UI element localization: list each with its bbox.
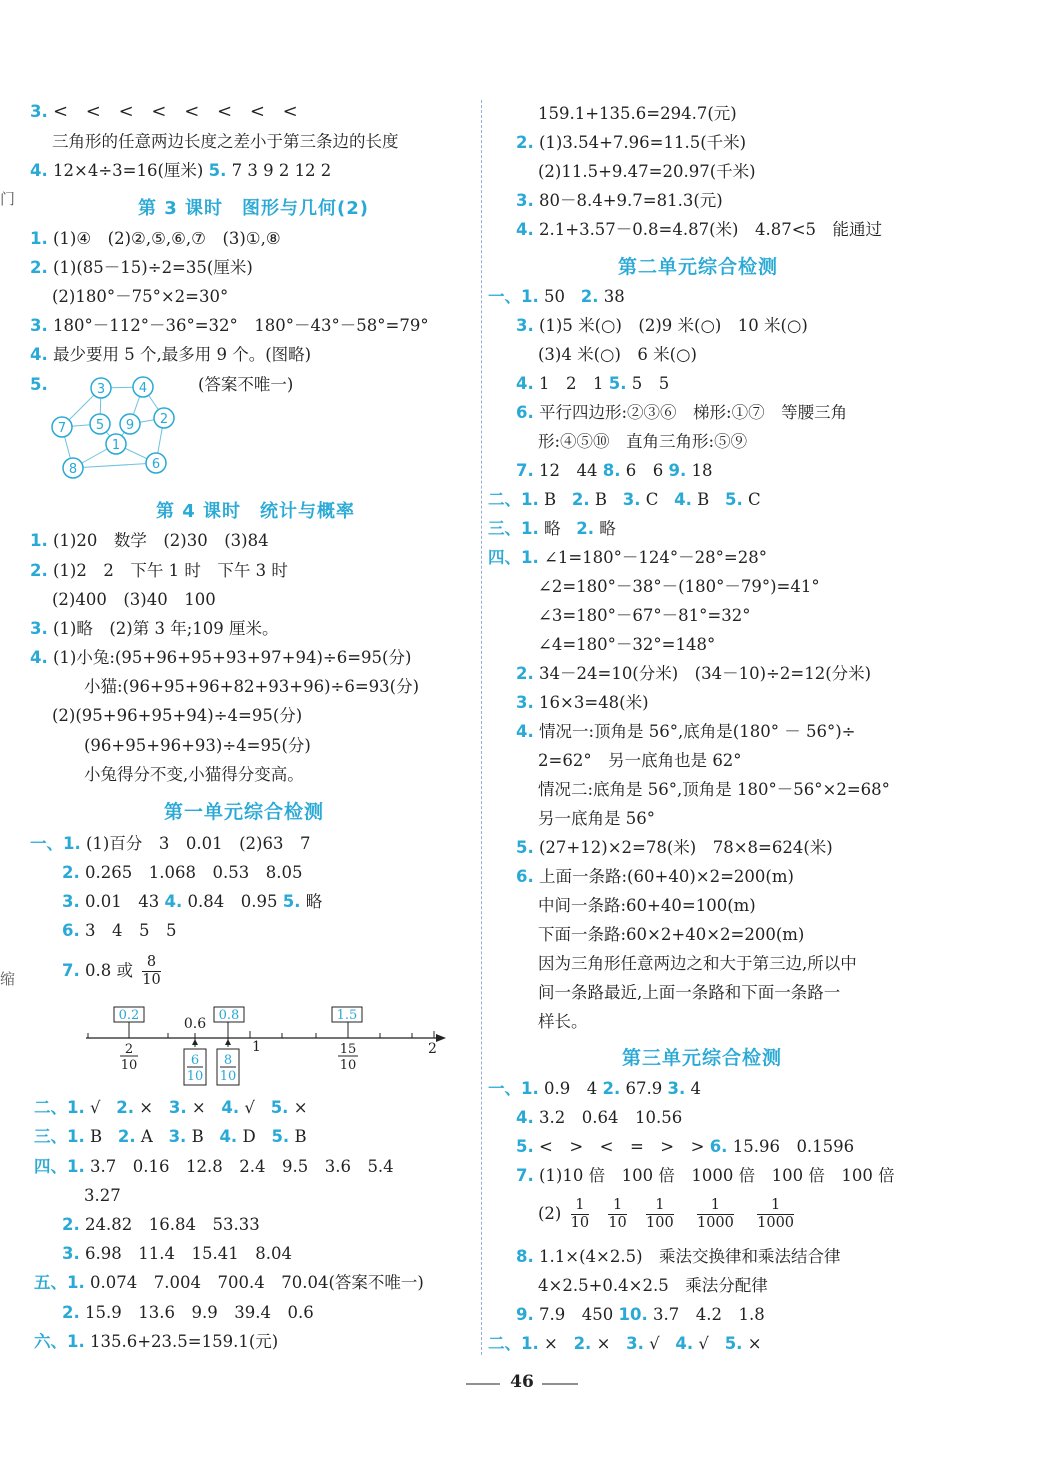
u1-q6: 6. 3 4 5 5 (62, 921, 177, 940)
u3-q9-q10: 9. 7.9 450 10. 3.7 4.2 1.8 (516, 1305, 765, 1324)
lesson3-title: 第 3 课时 图形与几何(2) (138, 198, 370, 219)
l4-q3: 3. (1)略 (2)第 3 年;109 厘米。 (30, 619, 279, 638)
fraction: $\frac{8}{10}$ (142, 954, 161, 988)
u2-s4-q1: 四、1. ∠1=180°－124°－28°=28° (488, 548, 767, 567)
u1-s4-line2: 3.27 (84, 1186, 121, 1205)
u2-q3-line2: (3)4 米(○) 6 米(○) (538, 345, 697, 364)
fraction: $\frac{1}{10}$ (608, 1197, 627, 1231)
u2-s4-q4-line4: 另一底角是 56° (538, 809, 655, 828)
u2-s4-q6: 6. 上面一条路:(60+40)×2=200(m) (516, 867, 794, 886)
diagram-node-label: 5 (95, 418, 105, 433)
diagram-node-label: 8 (68, 462, 78, 477)
page-number: 46 (510, 1372, 534, 1392)
l3-q5: 5. (30, 375, 48, 394)
u2-s2: 二、1. B 2. B 3. C 4. B 5. C (488, 490, 761, 509)
u2-s4-q6-line3: 下面一条路:60×2+40×2=200(m) (538, 925, 805, 944)
u1-s4-q2: 2. 24.82 16.84 53.33 (62, 1215, 260, 1234)
r-q2-line2: (2)11.5+9.47=20.97(千米) (538, 162, 756, 181)
u2-s4-q6-line6: 样长。 (538, 1012, 588, 1031)
box-0.8-label: 0.8 (218, 1008, 240, 1023)
l4-q4-line3: (2)(95+96+95+94)÷4=95(分) (52, 706, 303, 725)
u1-s2: 二、1. √ 2. × 3. × 4. √ 5. × (34, 1098, 308, 1117)
left-q4-q5: 4. 12×4÷3=16(厘米) 5. 7 3 9 2 12 2 (30, 161, 332, 180)
frac-8-10-den: 10 (219, 1069, 237, 1084)
label-0.6: 0.6 (183, 1016, 207, 1032)
l3-q5-note: (答案不唯一) (198, 375, 294, 394)
diagram-node-label: 6 (151, 457, 161, 472)
l4-q4-line5: 小兔得分不变,小猫得分变高。 (84, 765, 304, 784)
u2-q6-line2: 形:④⑤⑩ 直角三角形:⑤⑨ (538, 432, 748, 451)
l3-q3: 3. 180°－112°－36°=32° 180°－43°－58°=79° (30, 316, 429, 335)
u2-q4-q5: 4. 1 2 1 5. 5 5 (516, 374, 670, 393)
diagram-edge (73, 463, 156, 468)
unit1-title: 第一单元综合检测 (164, 801, 325, 823)
diagram-node-label: 2 (159, 412, 169, 427)
fraction: $\frac{1}{100}$ (646, 1197, 674, 1231)
pointer-arrow (225, 1039, 231, 1045)
number-line-arrow (436, 1034, 446, 1042)
diagram-node-label: 4 (138, 381, 148, 396)
r-q4: 4. 2.1+3.57－0.8=4.87(米) 4.87<5 能通过 (516, 220, 883, 239)
u2-s4-q4-line2: 2=62° 另一底角也是 62° (538, 751, 742, 770)
lesson4-title: 第 4 课时 统计与概率 (156, 501, 356, 522)
left-q3: 3. < < < < < < < < (30, 101, 304, 122)
u1-q7: 7. 0.8 或 $\frac{8}{10}$ (62, 954, 161, 988)
margin-mark-1: 门 (0, 190, 16, 208)
column-divider (481, 100, 482, 1355)
u1-s1-q1: 一、1. (1)百分 3 0.01 (2)63 7 (30, 834, 311, 853)
frac-15-10-den: 10 (339, 1058, 357, 1073)
unit3-title: 第三单元综合检测 (622, 1047, 783, 1069)
u1-s5-q2: 2. 15.9 13.6 9.9 39.4 0.6 (62, 1303, 314, 1322)
frac-8-10-num: 8 (223, 1053, 233, 1068)
u2-s4-line2: ∠2=180°－38°－(180°－79°)=41° (538, 577, 820, 596)
u2-s4-line4: ∠4=180°－32°=148° (538, 635, 716, 654)
u2-s3: 三、1. 略 2. 略 (488, 519, 616, 538)
u3-q8: 8. 1.1×(4×2.5) 乘法交换律和乘法结合律 (516, 1247, 841, 1266)
fraction: $\frac{1}{10}$ (570, 1197, 590, 1231)
u2-s4-q4-line3: 情况二:底角是 56°,顶角是 180°－56°×2=68° (538, 780, 890, 799)
frac-6-10-num: 6 (190, 1053, 200, 1068)
u1-q2: 2. 0.265 1.068 0.53 8.05 (62, 863, 303, 882)
u2-q6: 6. 平行四边形:②③⑥ 梯形:①⑦ 等腰三角 (516, 403, 848, 422)
u3-s1-q1: 一、1. 0.9 4 2. 67.9 3. 4 (488, 1079, 701, 1098)
l4-q4: 4. (1)小兔:(95+96+95+93+97+94)÷6=95(分) (30, 648, 412, 667)
u3-q4: 4. 3.2 0.64 10.56 (516, 1108, 683, 1127)
pointer-arrow (192, 1039, 198, 1045)
u2-s4-q6-line5: 间一条路最近,上面一条路和下面一条路一 (538, 983, 841, 1002)
u3-q5-q6: 5. < > < = > > 6. 15.96 0.1596 (516, 1137, 855, 1156)
r-line0: 159.1+135.6=294.7(元) (538, 104, 737, 123)
unit2-title: 第二单元综合检测 (618, 256, 779, 278)
l4-q2-line2: (2)400 (3)40 100 (52, 590, 216, 609)
l4-q4-line4: (96+95+96+93)÷4=95(分) (84, 736, 311, 755)
diagram-node-label: 9 (125, 418, 135, 433)
u2-q7-q9: 7. 12 44 8. 6 6 9. 18 (516, 461, 713, 480)
tick-label-2: 2 (428, 1041, 437, 1057)
u1-s6-q1: 六、1. 135.6+23.5=159.1(元) (34, 1332, 279, 1351)
l4-q2: 2. (1)2 2 下午 1 时 下午 3 时 (30, 561, 288, 580)
l4-q4-line2: 小猫:(96+95+96+82+93+96)÷6=93(分) (84, 677, 420, 696)
u2-s4-q5: 5. (27+12)×2=78(米) 78×8=624(米) (516, 838, 833, 857)
u2-s1-q1: 一、1. 50 2. 38 (488, 287, 625, 306)
u2-s4-q6-line4: 因为三角形任意两边之和大于第三边,所以中 (538, 954, 857, 973)
u1-s5-q1: 五、1. 0.074 7.004 700.4 70.04(答案不唯一) (34, 1273, 424, 1292)
l4-q1: 1. (1)20 数学 (2)30 (3)84 (30, 531, 269, 550)
number-line-diagram (80, 1003, 460, 1093)
u2-s4-q4: 4. 情况一:顶角是 56°,底角是(180° － 56°)÷ (516, 722, 856, 741)
u1-s4-q1: 四、1. 3.7 0.16 12.8 2.4 9.5 3.6 5.4 (34, 1157, 394, 1176)
box-1.5-label: 1.5 (336, 1008, 358, 1023)
frac-15-10-num: 15 (339, 1042, 357, 1057)
l3-q1: 1. (1)④ (2)②,⑤,⑥,⑦ (3)①,⑧ (30, 229, 281, 248)
diagram-node-label: 7 (57, 421, 67, 436)
l3-q4: 4. 最少要用 5 个,最多用 9 个。(图略) (30, 345, 312, 364)
u1-s4-q3: 3. 6.98 11.4 15.41 8.04 (62, 1244, 292, 1263)
l3-q2-line2: (2)180°－75°×2=30° (52, 287, 229, 306)
u2-s4-q2: 2. 34－24=10(分米) (34－10)÷2=12(分米) (516, 664, 872, 683)
u2-s4-q3: 3. 16×3=48(米) (516, 693, 649, 712)
l3-q2: 2. (1)(85－15)÷2=35(厘米) (30, 258, 253, 277)
tick-label-1: 1 (252, 1039, 261, 1055)
u1-q3-q5: 3. 0.01 43 4. 0.84 0.95 5. 略 (62, 892, 323, 911)
u3-q7-part2: (2) $\frac{1}{10}$ $\frac{1}{10}$ $\frac{1}{100}$ $\frac{1}{1000}$ $\frac{1}{1000}$ (538, 1197, 795, 1231)
u3-s2: 二、1. × 2. × 3. √ 4. √ 5. × (488, 1334, 762, 1353)
u2-q3: 3. (1)5 米(○) (2)9 米(○) 10 米(○) (516, 316, 808, 335)
left-q3-line2: 三角形的任意两边长度之差小于第三条边的长度 (52, 132, 399, 151)
u3-q7: 7. (1)10 倍 100 倍 1000 倍 100 倍 100 倍 (516, 1166, 895, 1185)
frac-2-10-num: 2 (124, 1042, 134, 1057)
fraction: $\frac{1}{1000}$ (696, 1197, 734, 1231)
r-q2: 2. (1)3.54+7.96=11.5(千米) (516, 133, 747, 152)
frac-6-10-den: 10 (186, 1069, 204, 1084)
box-0.2-label: 0.2 (118, 1008, 140, 1023)
frac-2-10-den: 10 (120, 1058, 138, 1073)
u3-q8-line2: 4×2.5+0.4×2.5 乘法分配律 (538, 1276, 768, 1295)
u2-s4-q6-line2: 中间一条路:60+40=100(m) (538, 896, 756, 915)
diagram-node-label: 1 (111, 438, 121, 453)
u1-s3: 三、1. B 2. A 3. B 4. D 5. B (34, 1127, 307, 1146)
fraction: $\frac{1}{1000}$ (757, 1197, 795, 1231)
circle-network-diagram (46, 372, 186, 482)
r-q3: 3. 80－8.4+9.7=81.3(元) (516, 191, 723, 210)
diagram-node-label: 3 (96, 382, 106, 397)
u2-s4-line3: ∠3=180°－67°－81°=32° (538, 606, 751, 625)
margin-mark-2: 缩 (0, 970, 16, 988)
